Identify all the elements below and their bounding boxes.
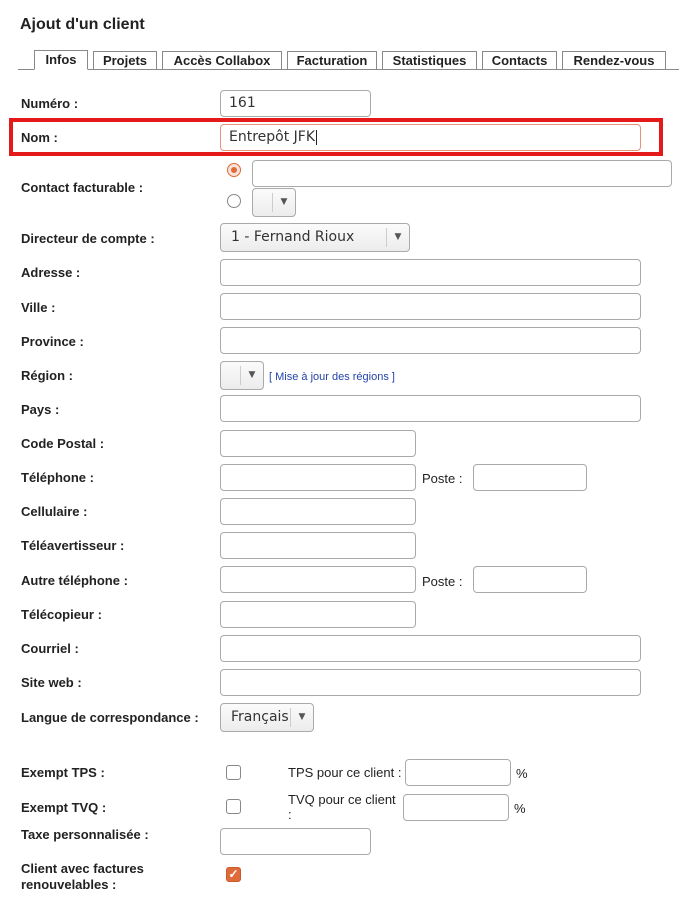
directeur-select[interactable] — [220, 223, 410, 252]
tab-statistiques[interactable]: Statistiques — [382, 51, 477, 69]
contact-facturable-select[interactable] — [252, 188, 296, 217]
teleavertisseur-input[interactable] — [220, 532, 416, 559]
cellulaire-input[interactable] — [220, 498, 416, 525]
langue-label: Langue de correspondance : — [21, 710, 199, 725]
tab-facturation[interactable]: Facturation — [287, 51, 377, 69]
cellulaire-label: Cellulaire : — [21, 504, 88, 519]
ville-input[interactable] — [220, 293, 641, 320]
site-web-label: Site web : — [21, 675, 82, 690]
autre-telephone-poste-label: Poste : — [422, 574, 463, 589]
courriel-label: Courriel : — [21, 641, 79, 656]
telephone-input[interactable] — [220, 464, 416, 491]
telephone-poste-input[interactable] — [473, 464, 587, 491]
contact-facturable-radio-select[interactable] — [227, 194, 241, 208]
renouvelables-label-line1: Client avec factures — [21, 861, 144, 876]
tab-acces-collabox[interactable]: Accès Collabox — [162, 51, 282, 69]
site-web-input[interactable] — [220, 669, 641, 696]
directeur-label: Directeur de compte : — [21, 231, 155, 246]
tab-infos[interactable]: Infos — [34, 50, 88, 70]
exempt-tps-label: Exempt TPS : — [21, 765, 105, 780]
chevron-down-icon: ▼ — [272, 193, 295, 212]
nom-value: Entrepôt JFK — [229, 129, 316, 145]
tvq-percent: % — [514, 801, 526, 816]
tab-rendez-vous[interactable]: Rendez-vous — [562, 51, 666, 69]
tvq-rate-label-line1: TVQ pour ce client — [288, 792, 396, 807]
contact-facturable-label: Contact facturable : — [21, 180, 144, 195]
contact-facturable-input[interactable] — [252, 160, 672, 187]
region-label: Région : — [21, 368, 73, 383]
pays-label: Pays : — [21, 402, 60, 417]
autre-telephone-input[interactable] — [220, 566, 416, 593]
renouvelables-label-line2: renouvelables : — [21, 877, 117, 892]
tab-contacts[interactable]: Contacts — [482, 51, 557, 69]
chevron-down-icon: ▼ — [240, 366, 263, 385]
adresse-input[interactable] — [220, 259, 641, 286]
nom-label: Nom : — [21, 130, 58, 145]
region-select[interactable] — [220, 361, 264, 390]
tab-projets[interactable]: Projets — [93, 51, 157, 69]
code-postal-input[interactable] — [220, 430, 416, 457]
tvq-rate-label-line2: : — [288, 807, 292, 822]
renouvelables-checkbox[interactable] — [226, 867, 241, 882]
langue-value: Français — [231, 709, 289, 725]
telecopieur-label: Télécopieur : — [21, 607, 102, 622]
tps-rate-input[interactable] — [405, 759, 511, 786]
chevron-down-icon: ▼ — [386, 228, 409, 247]
autre-telephone-poste-input[interactable] — [473, 566, 587, 593]
tps-rate-label: TPS pour ce client : — [288, 765, 402, 780]
chevron-down-icon: ▼ — [290, 708, 313, 727]
numero-input[interactable]: 161 — [220, 90, 371, 117]
langue-select[interactable] — [220, 703, 314, 732]
ville-label: Ville : — [21, 300, 56, 315]
province-input[interactable] — [220, 327, 641, 354]
province-label: Province : — [21, 334, 84, 349]
tvq-rate-label — [288, 792, 396, 822]
exempt-tvq-checkbox[interactable] — [226, 799, 241, 814]
code-postal-label: Code Postal : — [21, 436, 105, 451]
renouvelables-label — [21, 861, 144, 893]
adresse-label: Adresse : — [21, 265, 81, 280]
directeur-value: 1 - Fernand Rioux — [231, 229, 355, 245]
exempt-tps-checkbox[interactable] — [226, 765, 241, 780]
courriel-input[interactable] — [220, 635, 641, 662]
exempt-tvq-label: Exempt TVQ : — [21, 800, 107, 815]
tvq-rate-input[interactable] — [403, 794, 509, 821]
telecopieur-input[interactable] — [220, 601, 416, 628]
taxe-label: Taxe personnalisée : — [21, 827, 149, 842]
telephone-poste-label: Poste : — [422, 471, 463, 486]
nom-input[interactable] — [220, 124, 641, 151]
checkmark-icon: ✓ — [228, 867, 239, 881]
autre-telephone-label: Autre téléphone : — [21, 573, 128, 588]
pays-input[interactable] — [220, 395, 641, 422]
update-regions-link[interactable]: [ Mise à jour des régions ] — [269, 371, 395, 383]
tps-percent: % — [516, 766, 528, 781]
text-caret — [316, 130, 317, 145]
page-title: Ajout d'un client — [20, 16, 145, 33]
taxe-input[interactable] — [220, 828, 371, 855]
tab-bar-line — [18, 69, 679, 70]
teleavertisseur-label: Téléavertisseur : — [21, 538, 125, 553]
contact-facturable-radio-text[interactable] — [227, 163, 241, 177]
telephone-label: Téléphone : — [21, 470, 94, 485]
numero-label: Numéro : — [21, 96, 79, 111]
